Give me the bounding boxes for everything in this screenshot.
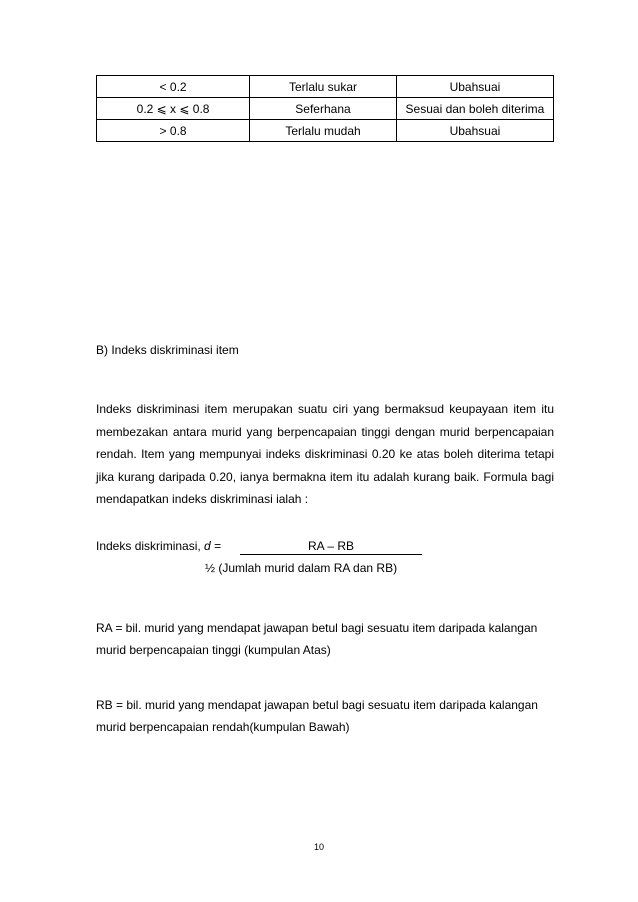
- formula-label: [96, 539, 221, 553]
- table-cell: > 0.8: [97, 120, 250, 142]
- table-cell: < 0.2: [97, 76, 250, 98]
- table-cell: Terlalu sukar: [250, 76, 397, 98]
- body-paragraph: Indeks diskriminasi item merupakan suatu ciri yang bermaksud keupayaan item itu membezakan antara murid yang berpencapaian tinggi dengan murid berpencapaian rendah. Item yang mempunyai indeks diskriminasi 0.20 ke atas boleh diterima tetapi jika kurang daripada 0.20, ianya bermakna item itu adalah kurang baik. Formula bagi mendapatkan indeks diskriminasi ialah :: [96, 402, 554, 506]
- table-cell: Terlalu mudah: [250, 120, 397, 142]
- table-row: [97, 120, 554, 142]
- table-cell: Ubahsuai: [396, 120, 553, 142]
- formula-label-text: Indeks diskriminasi,: [96, 539, 201, 553]
- formula-equals: =: [214, 539, 222, 553]
- table-cell: Ubahsuai: [396, 76, 553, 98]
- definition-rb: RB = bil. murid yang mendapat jawapan betul bagi sesuatu item daripada kalangan murid berpencapaian rendah(kumpulan Bawah): [96, 698, 538, 734]
- table-cell: 0.2 ⩽ x ⩽ 0.8: [97, 98, 250, 120]
- table-cell: Seferhana: [250, 98, 397, 120]
- table-row: [97, 98, 554, 120]
- formula-denominator: ½ (Jumlah murid dalam RA dan RB): [205, 561, 398, 575]
- difficulty-index-table: [96, 75, 554, 142]
- formula-variable: d: [204, 539, 211, 553]
- definition-ra: RA = bil. murid yang mendapat jawapan betul bagi sesuatu item daripada kalangan murid berpencapaian tinggi (kumpulan Atas): [96, 621, 538, 657]
- table-row: [97, 76, 554, 98]
- table-cell: Sesuai dan boleh diterima: [396, 98, 553, 120]
- page-number: 10: [313, 842, 324, 852]
- section-heading: B) Indeks diskriminasi item: [96, 343, 239, 357]
- formula-numerator: RA – RB: [240, 539, 422, 555]
